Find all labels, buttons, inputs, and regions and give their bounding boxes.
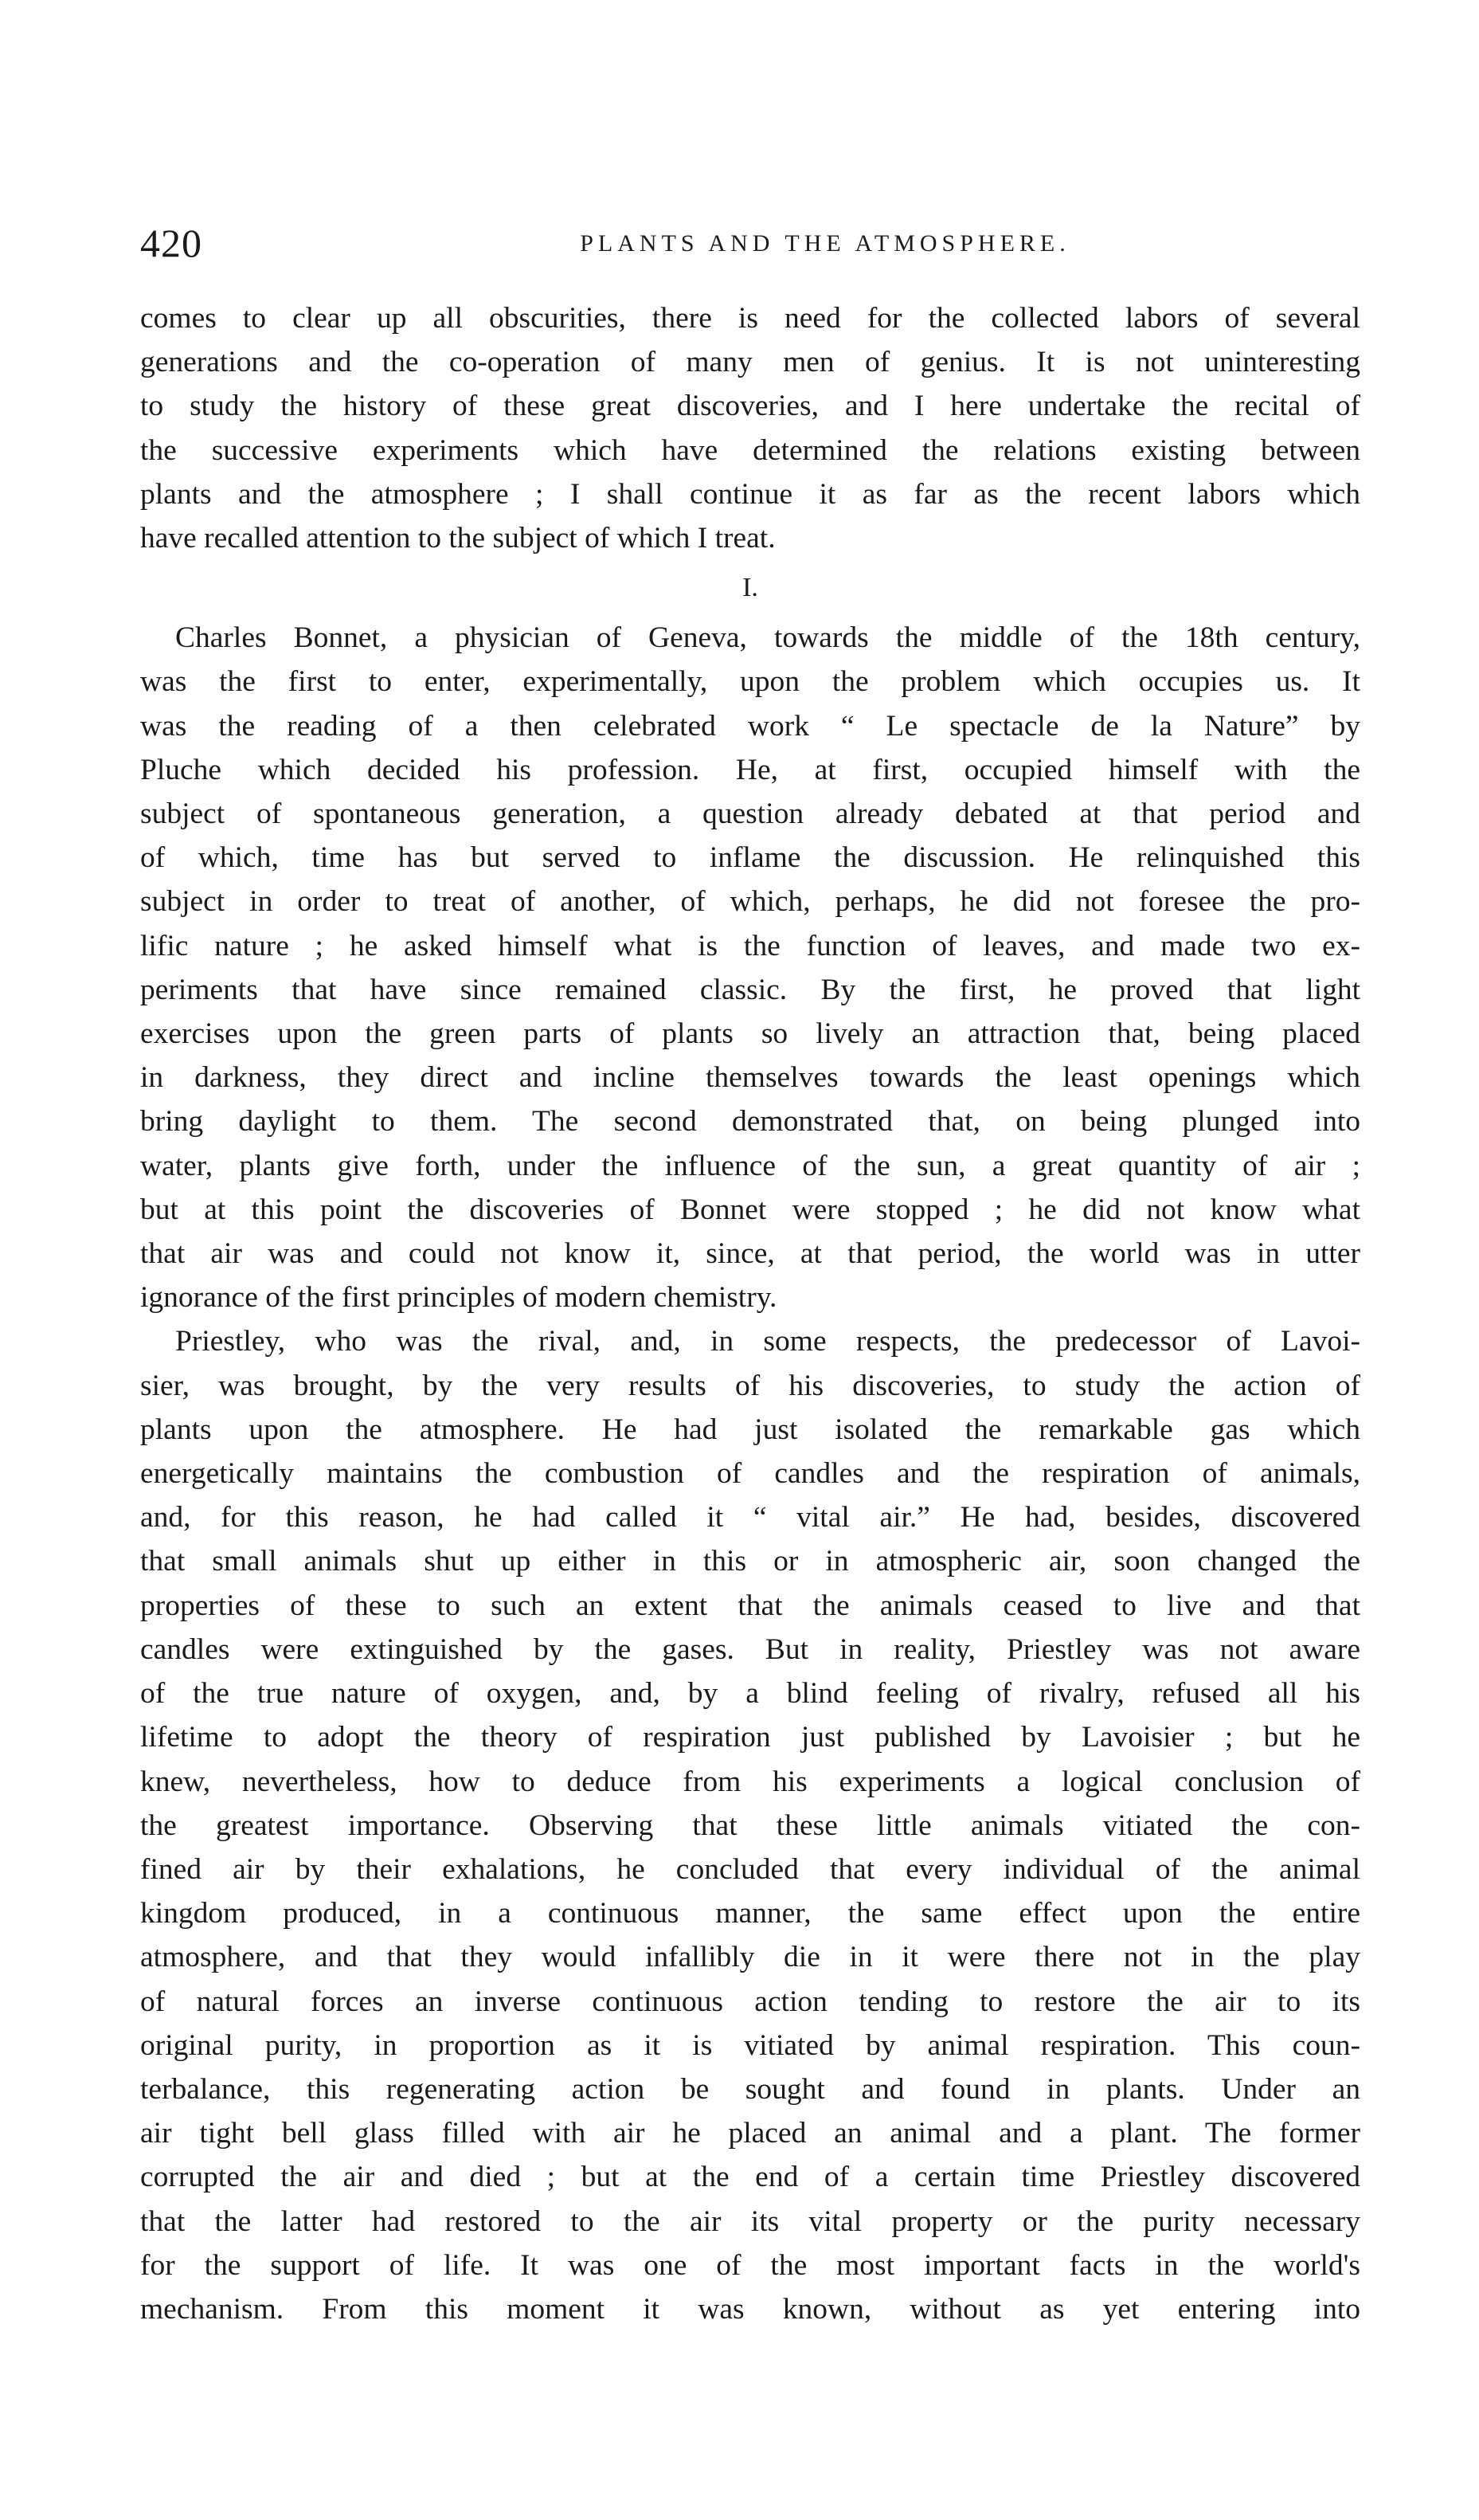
- text-line: generations and the co-operation of many men of genius. It is not uninteresting: [140, 346, 1360, 379]
- text-line: of natural forces an inverse continuous action tending to restore the air to its: [140, 1985, 1360, 2018]
- paragraph-1: [140, 296, 1360, 560]
- text-line: corrupted the air and died ; but at the end of a certain time Priestley discovered: [140, 2161, 1360, 2194]
- text-line: knew, nevertheless, how to deduce from his experiments a logical conclusion of: [140, 1765, 1360, 1798]
- text-line: of the true nature of oxygen, and, by a blind feeling of rivalry, refused all his: [140, 1677, 1360, 1711]
- text-line: the successive experiments which have determined the relations existing between: [140, 433, 1360, 467]
- text-line: lifetime to adopt the theory of respiration just published by Lavoisier ; but he: [140, 1721, 1360, 1754]
- text-line: that small animals shut up either in this or in atmospheric air, soon changed the: [140, 1545, 1360, 1578]
- paragraph-2: [140, 616, 1360, 1319]
- text-line: that air was and could not know it, since, at that period, the world was in utter: [140, 1237, 1360, 1271]
- text-line: plants upon the atmosphere. He had just isolated the remarkable gas which: [140, 1413, 1360, 1446]
- text-line: kingdom produced, in a continuous manner, the same effect upon the entire: [140, 1897, 1360, 1930]
- text-line: that the latter had restored to the air its vital property or the purity necessary: [140, 2205, 1360, 2238]
- section-numeral: I.: [742, 573, 758, 603]
- text-line: ignorance of the first principles of modern chemistry.: [140, 1281, 777, 1315]
- body-text: [140, 296, 1360, 2331]
- text-line: air tight bell glass filled with air he placed an animal and a plant. The former: [140, 2117, 1360, 2150]
- text-line: in darkness, they direct and incline themselves towards the least openings which: [140, 1061, 1360, 1095]
- text-line: was the first to enter, experimentally, upon the problem which occupies us. It: [140, 665, 1360, 699]
- text-line: to study the history of these great discoveries, and I here undertake the recital of: [140, 390, 1360, 423]
- text-line: properties of these to such an extent that the animals ceased to live and that: [140, 1589, 1360, 1622]
- text-line: and, for this reason, he had called it “ vital air.” He had, besides, discovered: [140, 1501, 1360, 1534]
- text-line: mechanism. From this moment it was known, without as yet entering into: [140, 2292, 1360, 2326]
- text-line: candles were extinguished by the gases. But in reality, Priestley was not aware: [140, 1632, 1360, 1666]
- text-line: bring daylight to them. The second demonstrated that, on being plunged into: [140, 1105, 1360, 1139]
- text-line: atmosphere, and that they would infallibly die in it were there not in the play: [140, 1941, 1360, 1974]
- running-head: [140, 215, 1383, 271]
- text-line: sier, was brought, by the very results of his discoveries, to study the action of: [140, 1369, 1360, 1402]
- running-title: PLANTS AND THE ATMOSPHERE.: [580, 230, 1070, 257]
- text-line: water, plants give forth, under the influence of the sun, a great quantity of air ;: [140, 1149, 1360, 1182]
- text-line: the greatest importance. Observing that these little animals vitiated the con-: [140, 1809, 1360, 1842]
- page-number: 420: [140, 221, 202, 265]
- text-line: periments that have since remained classic. By the first, he proved that light: [140, 973, 1360, 1006]
- text-line: subject in order to treat of another, of which, perhaps, he did not foresee the pro-: [140, 885, 1360, 919]
- text-line: exercises upon the green parts of plants so lively an attraction that, being placed: [140, 1017, 1360, 1051]
- paragraph-3: [140, 1319, 1360, 2331]
- text-line: Priestley, who was the rival, and, in some respects, the predecessor of Lavoi-: [175, 1325, 1360, 1358]
- text-line: subject of spontaneous generation, a question already debated at that period and: [140, 798, 1360, 831]
- text-line: original purity, in proportion as it is vitiated by animal respiration. This coun-: [140, 2028, 1360, 2062]
- text-line: but at this point the discoveries of Bonnet were stopped ; he did not know what: [140, 1193, 1360, 1226]
- text-line: fined air by their exhalations, he concluded that every individual of the animal: [140, 1852, 1360, 1886]
- text-line: was the reading of a then celebrated work “ Le spectacle de la Nature” by: [140, 709, 1360, 743]
- text-line: lific nature ; he asked himself what is the function of leaves, and made two ex-: [140, 929, 1360, 962]
- text-line: of which, time has but served to inflame the discussion. He relinquished this: [140, 841, 1360, 875]
- text-line: terbalance, this regenerating action be sought and found in plants. Under an: [140, 2072, 1360, 2106]
- text-line: energetically maintains the combustion of candles and the respiration of animals,: [140, 1457, 1360, 1491]
- text-line: have recalled attention to the subject of which I treat.: [140, 522, 776, 555]
- text-line: comes to clear up all obscurities, there is need for the collected labors of several: [140, 302, 1360, 335]
- text-line: Charles Bonnet, a physician of Geneva, towards the middle of the 18th century,: [175, 621, 1360, 655]
- text-line: Pluche which decided his profession. He, at first, occupied himself with the: [140, 753, 1360, 786]
- text-line: plants and the atmosphere ; I shall continue it as far as the recent labors which: [140, 477, 1360, 511]
- text-line: for the support of life. It was one of the most important facts in the world's: [140, 2248, 1360, 2282]
